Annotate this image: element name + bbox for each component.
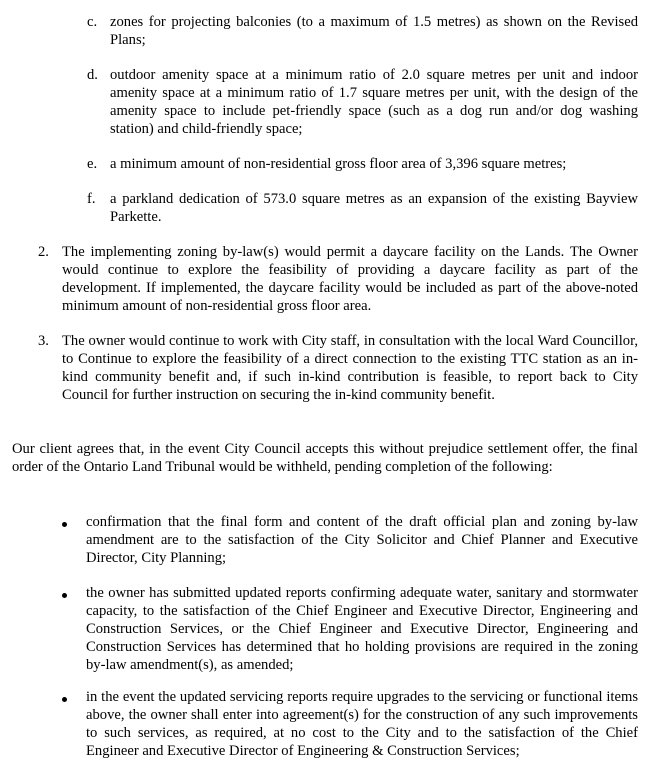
list-item-text: a minimum amount of non-residential gross floor area of 3,396 square metres; (110, 156, 567, 172)
list-marker: e. (87, 156, 98, 172)
bullet-icon (62, 697, 67, 702)
bullet-text: confirmation that the final form and content of the draft official plan and zoning by-law amendment are to the satisfaction of the City Solicitor and Chief Planner and Executive Director, City Planning; (86, 514, 638, 566)
bullet-icon (62, 522, 67, 527)
list-marker: 2. (38, 244, 49, 260)
list-item-text: The owner would continue to work with City staff, in consultation with the local Ward Councillor, to Continue to explore the feasibility of a direct connection to the existing TTC station as an in-kind community benefit and, if such in-kind contribution is feasible, to report back to City Council for further instruction on securing the in-kind community benefit. (62, 333, 638, 403)
list-marker: 3. (38, 333, 49, 349)
list-item-text: outdoor amenity space at a minimum ratio of 2.0 square metres per unit and indoor amenity space at a minimum ratio of 1.7 square metres per unit, with the design of the amenity space to include pet-friendly space (such as a dog run and/or dog washing station) and child-friendly space; (110, 67, 638, 137)
settlement-paragraph: Our client agrees that, in the event City Council accepts this without prejudice settlement offer, the final order of the Ontario Land Tribunal would be withheld, pending completion of the following: (12, 441, 638, 475)
bullet-text: the owner has submitted updated reports confirming adequate water, sanitary and stormwater capacity, to the satisfaction of the Chief Engineer and Executive Director, Engineering and Construction Services, or the Chief Engineer and Executive Director, Engineering and Construction Services has determined that ho holding provisions are required in the zoning by-law amendment(s), as amended; (86, 585, 638, 673)
list-marker: c. (87, 14, 98, 30)
list-item-text: The implementing zoning by-law(s) would permit a daycare facility on the Lands. The Owner would continue to explore the feasibility of providing a daycare facility as part of the development. If implemented, the daycare facility would be included as part of the above-noted minimum amount of non-residential gross floor area. (62, 244, 638, 314)
list-item-text: zones for projecting balconies (to a maximum of 1.5 metres) as shown on the Revised Plans; (110, 14, 638, 48)
list-item-text: a parkland dedication of 573.0 square metres as an expansion of the existing Bayview Parkette. (110, 191, 638, 225)
bullet-icon (62, 593, 67, 598)
list-marker: d. (87, 67, 98, 83)
list-marker: f. (87, 191, 96, 207)
bullet-text: in the event the updated servicing reports require upgrades to the servicing or functional items above, the owner shall enter into agreement(s) for the construction of any such improvements to such services, as required, at no cost to the City and to the satisfaction of the Chief Engineer and Executive Director of Engineering & Construction Services; (86, 689, 638, 759)
